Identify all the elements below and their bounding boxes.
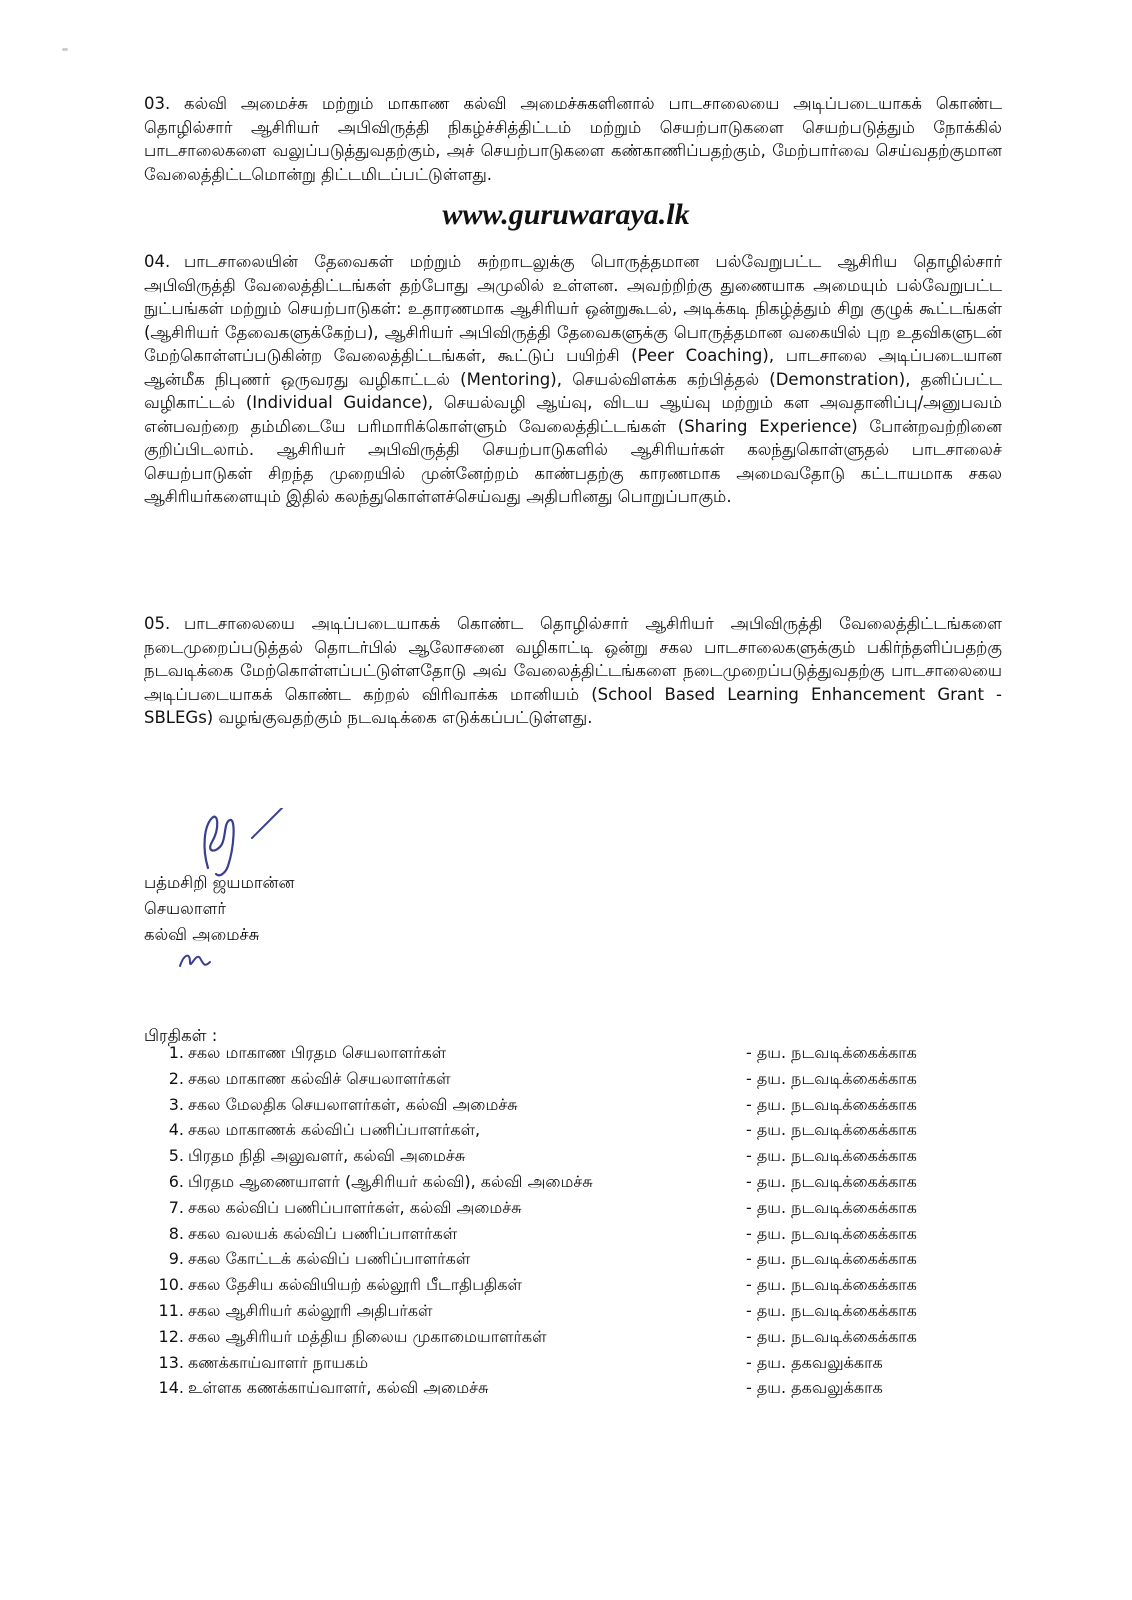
copy-action: - தய. நடவடிக்கைக்காக — [746, 1249, 917, 1269]
copy-action: - தய. நடவடிக்கைக்காக — [746, 1326, 917, 1346]
list-item — [156, 1143, 986, 1169]
handwritten-initials — [176, 944, 216, 974]
copy-recipient: உள்ளக கணக்காய்வாளர், கல்வி அமைச்சு — [188, 1378, 489, 1398]
paragraph-text: கல்வி அமைச்சு மற்றும் மாகாண கல்வி அமைச்சுகளினால் பாடசாலையை அடிப்படையாகக் கொண்ட தொழில்சார் ஆசிரியர் அபிவிருத்தி நிகழ்ச்சித்திட்டம் மற்றும் செயற்பாடுகளை செயற்படுத்தும் நோக்கில் பாடசாலைகளை வலுப்படுத்துவதற்கும், அச் செயற்பாடுகளை கண்காணிப்பதற்கும், மேற்பார்வை செய்வதற்குமான வேலைத்திட்டமொன்று திட்டமிடப்பட்டுள்ளது. — [144, 94, 1002, 184]
list-item — [156, 1298, 986, 1324]
copy-recipient: சகல மாகாண பிரதம செயலாளர்கள் — [188, 1043, 447, 1062]
copies-list — [156, 1040, 986, 1401]
copy-recipient: சகல கல்விப் பணிப்பாளர்கள், கல்வி அமைச்சு — [188, 1197, 522, 1217]
copy-action: - தய. நடவடிக்கைக்காக — [746, 1120, 917, 1140]
copy-action: - தய. தகவலுக்காக — [746, 1352, 883, 1372]
copy-action: - தய. நடவடிக்கைக்காக — [746, 1171, 917, 1191]
copy-number: 1. — [168, 1043, 184, 1062]
paragraph-number: 05. — [144, 614, 171, 633]
signature-block — [144, 870, 294, 948]
copy-action: - தய. நடவடிக்கைக்காக — [746, 1223, 917, 1243]
list-item — [156, 1040, 986, 1066]
list-item — [156, 1117, 986, 1143]
copy-action: - தய. நடவடிக்கைக்காக — [746, 1094, 917, 1114]
copy-recipient: பிரதம ஆணையாளர் (ஆசிரியர் கல்வி), கல்வி அமைச்சு — [188, 1171, 593, 1191]
copy-action: - தய. தகவலுக்காக — [746, 1378, 883, 1398]
list-item — [156, 1272, 986, 1298]
copy-action: - தய. நடவடிக்கைக்காக — [746, 1275, 917, 1295]
list-item — [156, 1169, 986, 1195]
copy-number: 12. — [158, 1326, 184, 1346]
copy-number: 7. — [168, 1197, 184, 1217]
copy-number: 11. — [158, 1300, 184, 1320]
copy-recipient: சகல மாகாணக் கல்விப் பணிப்பாளர்கள், — [188, 1120, 481, 1140]
copy-recipient: கணக்காய்வாளர் நாயகம் — [188, 1352, 369, 1372]
copy-action: - தய. நடவடிக்கைக்காக — [746, 1197, 917, 1217]
paragraph-05 — [144, 612, 1002, 730]
copy-recipient: சகல மேலதிக செயலாளர்கள், கல்வி அமைச்சு — [188, 1094, 518, 1114]
list-item — [156, 1350, 986, 1376]
copy-number: 9. — [168, 1249, 184, 1269]
copy-recipient: சகல ஆசிரியர் கல்லூரி அதிபர்கள் — [188, 1300, 433, 1320]
copy-action: - தய. நடவடிக்கைக்காக — [746, 1068, 917, 1088]
copy-recipient: பிரதம நிதி அலுவளர், கல்வி அமைச்சு — [188, 1146, 466, 1166]
signatory-title: செயலாளர் — [144, 899, 226, 918]
paragraph-text: பாடசாலையை அடிப்படையாகக் கொண்ட தொழில்சார் ஆசிரியர் அபிவிருத்தி வேலைத்திட்டங்களை நடைமுறைப்படுத்தல் தொடர்பில் ஆலோசனை வழிகாட்டி ஒன்று சகல பாடசாலைகளுக்கும் பகிர்ந்தளிப்பதற்கு நடவடிக்கை மேற்கொள்ளப்பட்டுள்ளதோடு அவ் வேலைத்திட்டங்களை நடைமுறைப்படுத்துவதற்கு பாடசாலையை அடிப்படையாகக் கொண்ட கற்றல் விரிவாக்க மானியம் (School Based Learning Enhancement Grant - SBLEGs) வழங்குவதற்கும் நடவடிக்கை எடுக்கப்பட்டுள்ளது. — [144, 614, 1002, 727]
signatory-name: பத்மசிறி ஜயமான்ன — [144, 873, 295, 892]
copy-number: 5. — [168, 1146, 184, 1166]
list-item — [156, 1375, 986, 1401]
signatory-office: கல்வி அமைச்சு — [144, 925, 260, 944]
copy-recipient: சகல தேசிய கல்வியியற் கல்லூரி பீடாதிபதிகள் — [188, 1275, 522, 1295]
copy-number: 14. — [158, 1378, 184, 1398]
copies-heading: பிரதிகள் : — [144, 1026, 218, 1045]
list-item — [156, 1246, 986, 1272]
scan-speck — [62, 48, 68, 51]
paragraph-03 — [144, 92, 1002, 186]
copy-recipient: சகல வலயக் கல்விப் பணிப்பாளர்கள் — [188, 1223, 458, 1243]
copy-recipient: சகல கோட்டக் கல்விப் பணிப்பாளர்கள் — [188, 1249, 471, 1269]
paragraph-text: பாடசாலையின் தேவைகள் மற்றும் சுற்றாடலுக்கு பொருத்தமான பல்வேறுபட்ட ஆசிரிய தொழில்சார் அபிவிருத்தி வேலைத்திட்டங்கள் தற்போது அமுலில் உள்ளன. அவற்றிற்கு துணையாக அமையும் பல்வேறுபட்ட நுட்பங்கள் மற்றும் செயற்பாடுகள்: உதாரணமாக ஆசிரியர் ஒன்றுகூடல், அடிக்கடி நிகழ்த்தும் சிறு குழுக் கூட்டங்கள் (ஆசிரியர் தேவைகளுக்கேற்ப), ஆசிரியர் அபிவிருத்தி தேவைகளுக்கு பொருத்தமான வகையில் புற உதவிகளுடன் மேற்கொள்ளப்படுகின்ற வேலைத்திட்டங்கள், கூட்டுப் பயிற்சி (Peer Coaching), பாடசாலை அடிப்படையான ஆன்மீக நிபுணர் ஒருவரது வழிகாட்டல் (Mentoring), செயல்விளக்க கற்பித்தல் (Demonstration), தனிப்பட்ட வழிகாட்டல் (Individual Guidance), செயல்வழி ஆய்வு, விடய ஆய்வு மற்றும் கள அவதானிப்பு/அனுபவம் என்பவற்றை தம்மிடையே பரிமாரிக்கொள்ளும் வேலைத்திட்டங்கள் (Sharing Experience) போன்றவற்றினை குறிப்பிடலாம். ஆசிரியர் அபிவிருத்தி செயற்பாடுகளில் ஆசிரியர்கள் கலந்துகொள்ளுதல் பாடசாலைச் செயற்பாடுகள் சிறந்த முறையில் முன்னேற்றம் காண்பதற்கு காரணமாக அமைவதோடு கட்டாயமாக சகல ஆசிரியர்களையும் இதில் கலந்துகொள்ளச்செய்வது அதிபரினது பொறுப்பாகும். — [144, 252, 1002, 506]
copy-action: - தய. நடவடிக்கைக்காக — [746, 1146, 917, 1166]
copy-number: 4. — [168, 1120, 184, 1140]
list-item — [156, 1066, 986, 1092]
copy-recipient: சகல ஆசிரியர் மத்திய நிலைய முகாமையாளர்கள் — [188, 1326, 547, 1346]
list-item — [156, 1195, 986, 1221]
website-watermark: www.guruwaraya.lk — [442, 198, 690, 231]
copy-number: 6. — [168, 1171, 184, 1191]
copy-number: 8. — [168, 1223, 184, 1243]
list-item — [156, 1324, 986, 1350]
copy-number: 13. — [158, 1352, 184, 1372]
copy-number: 10. — [158, 1275, 184, 1295]
list-item — [156, 1092, 986, 1118]
copy-recipient: சகல மாகாண கல்விச் செயலாளர்கள் — [188, 1068, 451, 1088]
paragraph-04 — [144, 250, 1002, 509]
copy-number: 3. — [168, 1094, 184, 1114]
paragraph-number: 04. — [144, 252, 171, 271]
paragraph-number: 03. — [144, 94, 171, 113]
copy-number: 2. — [168, 1068, 184, 1088]
copy-action: - தய. நடவடிக்கைக்காக — [746, 1043, 917, 1062]
list-item — [156, 1221, 986, 1247]
copy-action: - தய. நடவடிக்கைக்காக — [746, 1300, 917, 1320]
